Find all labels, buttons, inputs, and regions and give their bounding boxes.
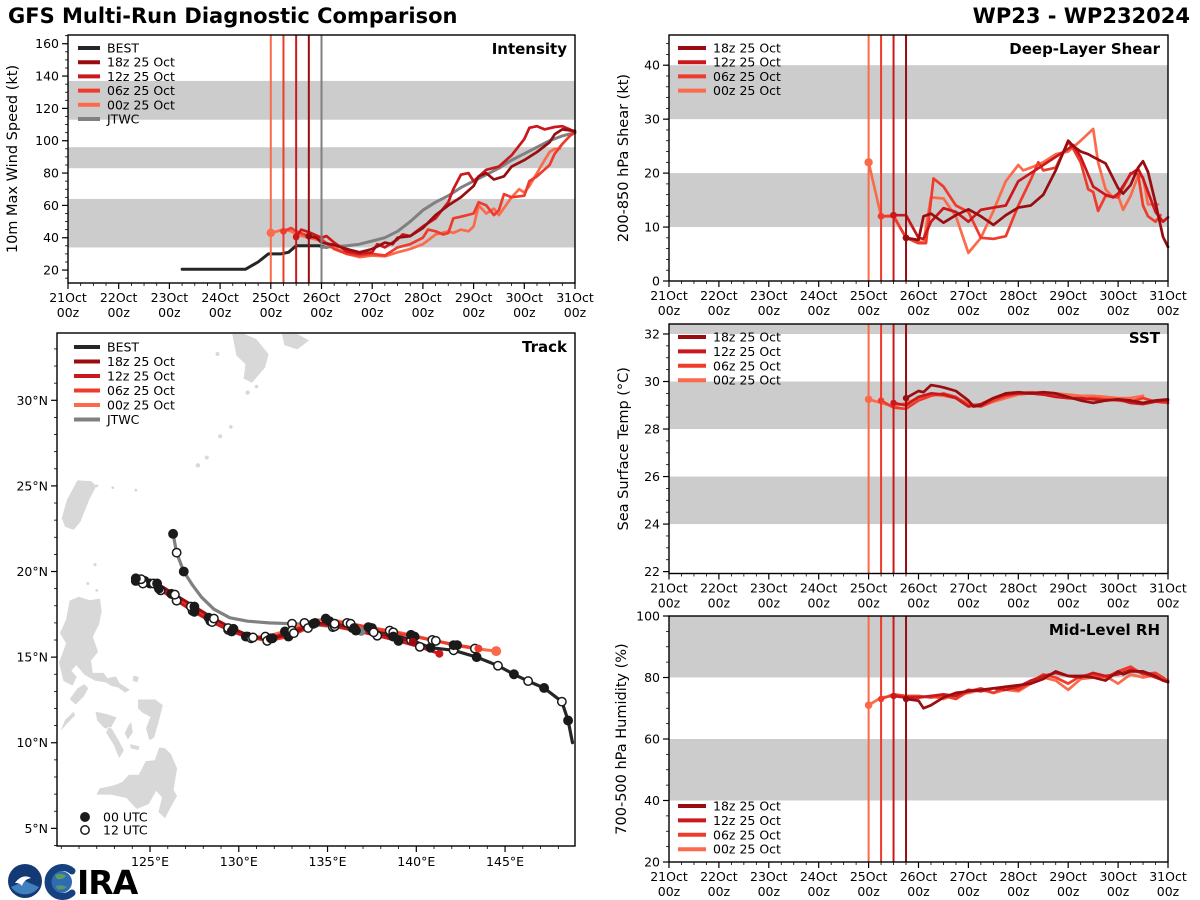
x-tick-label: 31Oct 00z [1149,869,1187,899]
y-tick-label: 22 [644,564,660,580]
x-tick-label: 21Oct 00z [49,290,87,320]
island [215,352,219,356]
x-tick-label: 22Oct 00z [700,580,738,611]
x-tick-label: 25Oct 00z [849,288,888,318]
legend-label: 18z 25 Oct [107,354,175,369]
lat-tick-label: 25°N [16,478,48,494]
y-tick-label: 120 [35,100,59,116]
panel-track [16,333,575,869]
x-tick-label: 25Oct 00z [849,580,888,611]
y-tick-label: 100 [35,133,59,149]
island [111,486,114,489]
x-tick-label: 23Oct 00z [150,290,189,320]
y-tick-label: 26 [644,469,660,485]
x-tick-label: 27Oct 00z [949,288,988,318]
y-tick-label: 60 [43,197,59,213]
position-dot-12utc [432,637,440,645]
y-tick-label: 20 [644,854,660,870]
landmass [138,699,164,741]
landmass [281,334,309,350]
island [255,385,259,389]
logos [8,863,139,900]
legend-label: 18z 25 Oct [107,54,175,70]
track-12z 25 Oct [136,581,440,654]
position-dot-00utc [540,684,548,692]
landmass [96,747,178,819]
legend-label: 12z 25 Oct [713,343,781,359]
y-tick-label: 40 [43,230,59,246]
legend-label: 06z 25 Oct [107,83,175,99]
legend-label: 18z 25 Oct [713,40,781,56]
y-tick-label: 24 [644,516,660,532]
track-start-dot [435,650,443,658]
x-tick-label: 28Oct 00z [404,290,442,320]
position-dot-12utc [330,620,338,628]
island [134,489,137,492]
island [245,390,249,394]
position-dot-12utc [524,677,532,685]
legend-label: JTWC [107,111,140,127]
y-tick-label: 20 [644,165,660,181]
x-tick-label: 31Oct 00z [556,290,594,320]
position-dot-00utc [180,567,188,575]
x-tick-label: 22Oct 00z [99,290,138,320]
legend-label: 12z 25 Oct [713,54,781,70]
legend-label: BEST [107,339,140,355]
x-tick-label: 28Oct 00z [999,288,1038,318]
x-tick-label: 26Oct 00z [899,869,938,899]
y-tick-label: 160 [35,36,59,52]
category-band [669,173,1168,227]
cira-logo-text: IRA [77,863,138,900]
landmass [124,721,133,740]
position-dot-00utc [389,632,397,640]
position-dot-00utc [311,619,319,627]
position-dot-00utc [564,716,572,724]
position-dot-00utc [81,813,89,821]
position-dot-00utc [350,624,358,632]
x-tick-label: 24Oct 00z [799,580,838,611]
panel-sst [616,324,1187,611]
y-tick-label: 40 [644,793,660,808]
island [95,485,98,488]
figure-title-left: GFS Multi-Run Diagnostic Comparison [8,4,458,28]
island [86,582,89,585]
landmass [60,711,76,732]
legend [74,340,175,428]
legend [678,330,781,388]
position-dot-12utc [494,661,502,669]
position-dot-00utc [229,625,237,633]
legend-label: 06z 25 Oct [713,827,781,843]
panel-title: Track [522,338,567,356]
position-dot-12utc [290,629,298,637]
landmass [232,334,269,384]
position-dot-12utc [369,628,377,636]
x-tick-label: 27Oct 00z [353,290,391,320]
x-tick-label: 23Oct 00z [750,288,788,318]
y-axis-label: 10m Max Wind Speed (kt) [5,64,21,254]
x-tick-label: 29Oct 00z [1049,869,1087,899]
lat-tick-label: 5°N [24,820,48,836]
x-tick-label: 24Oct 00z [201,290,239,320]
x-tick-label: 30Oct 00z [1099,288,1137,318]
position-dot-12utc [558,697,566,705]
landmass [61,480,97,531]
legend-label: 12z 25 Oct [107,368,175,384]
position-dot-12utc [210,614,218,622]
position-dot-12utc [416,643,424,651]
x-tick-label: 23Oct 00z [750,869,788,899]
utc-legend-label: 00 UTC [103,809,148,825]
legend-label: 18z 25 Oct [713,798,781,814]
x-tick-label: 22Oct 00z [700,288,738,318]
lon-tick-label: 140°E [397,854,436,869]
legend-label: 00z 25 Oct [713,83,781,99]
legend-label: 12z 25 Oct [107,68,175,84]
x-tick-label: 21Oct 00z [650,580,688,611]
x-tick-label: 25Oct 00z [252,290,290,320]
position-dot-00utc [132,574,140,582]
island [93,563,96,566]
x-tick-label: 29Oct 00z [1049,580,1087,611]
y-tick-label: 32 [644,326,660,342]
island [205,456,209,460]
lat-tick-label: 10°N [16,735,48,751]
legend-label: 00z 25 Oct [107,97,175,113]
legend-label: 00z 25 Oct [713,372,781,388]
position-dot-12utc [172,548,180,556]
position-dot-00utc [453,641,461,649]
legend-label: BEST [107,40,140,56]
y-tick-label: 140 [35,68,59,84]
x-tick-label: 24Oct 00z [799,869,838,899]
x-tick-label: 29Oct 00z [1049,288,1087,318]
x-tick-label: 30Oct 00z [1099,869,1137,899]
lat-tick-label: 20°N [16,564,48,580]
panel-intensity [5,35,594,320]
landmass [106,727,125,759]
legend-label: 18z 25 Oct [713,329,781,345]
utc-legend-label: 12 UTC [103,822,148,838]
y-axis-label: Sea Surface Temp (°C) [616,367,632,531]
landmass [59,596,131,693]
legend-label: 06z 25 Oct [107,383,175,398]
position-dot-12utc [171,590,179,598]
position-dot-00utc [510,670,518,678]
x-tick-label: 25Oct 00z [849,869,888,899]
x-tick-label: 31Oct 00z [1149,288,1187,318]
position-dot-00utc [169,530,177,538]
island [218,434,222,438]
track-start-dot [474,645,482,653]
y-tick-label: 28 [644,421,660,437]
legend [678,799,781,857]
landmass [69,684,89,705]
panel-title: Intensity [491,40,567,58]
utc-marker-legend [81,810,148,838]
position-dot-00utc [268,634,276,642]
y-tick-label: 40 [644,57,660,73]
lon-tick-label: 145°E [486,854,525,869]
position-dot-00utc [153,579,161,587]
lon-tick-label: 130°E [219,854,258,869]
island [196,463,200,467]
lon-tick-label: 125°E [131,854,170,869]
landmass [132,675,139,683]
x-tick-label: 31Oct 00z [1149,580,1187,611]
noaa-logo [8,864,42,898]
x-tick-label: 23Oct 00z [750,580,788,611]
y-tick-label: 100 [636,608,660,624]
landmass [95,711,117,730]
y-tick-label: 0 [652,273,660,289]
y-tick-label: 60 [644,731,660,747]
x-tick-label: 24Oct 00z [799,288,838,318]
legend-label: 06z 25 Oct [713,358,781,374]
x-tick-label: 26Oct 00z [899,580,938,611]
lon-tick-label: 135°E [308,854,347,869]
x-tick-label: 27Oct 00z [949,869,988,899]
position-dot-00utc [190,602,198,610]
x-tick-label: 29Oct 00z [454,290,493,320]
y-tick-label: 20 [43,262,59,278]
legend-label: JTWC [107,412,140,427]
series-BEST [182,246,327,269]
x-tick-label: 30Oct 00z [505,290,544,320]
category-band [669,739,1168,801]
cira-logo [48,863,139,900]
x-tick-label: 22Oct 00z [700,869,738,899]
panel-title: SST [1128,329,1160,347]
lat-tick-label: 15°N [16,649,48,665]
figure-title-right: WP23 - WP232024 [972,4,1190,28]
position-dot-12utc [81,826,89,834]
legend-label: 12z 25 Oct [713,812,781,828]
legend-label: 00z 25 Oct [107,397,175,413]
panel-rh [614,609,1187,900]
legend-label: 06z 25 Oct [713,68,781,84]
landmass [130,744,141,751]
x-tick-label: 30Oct 00z [1099,580,1137,611]
x-tick-label: 27Oct 00z [949,580,988,611]
track-start-dot [409,638,417,646]
position-dot-12utc [249,633,257,641]
panel-title: Deep-Layer Shear [1009,40,1160,58]
category-band [669,382,1168,430]
y-axis-label: 200-850 hPa Shear (kt) [616,73,632,243]
track-start-dot [491,646,501,656]
panel-shear [616,35,1187,318]
category-band [669,477,1168,525]
y-tick-label: 10 [644,219,660,235]
island [229,425,233,429]
legend-label: 00z 25 Oct [713,841,781,857]
x-tick-label: 26Oct 00z [899,288,938,318]
x-tick-label: 28Oct 00z [999,580,1038,611]
island [95,589,98,592]
x-tick-label: 21Oct 00z [650,288,688,318]
y-tick-label: 30 [644,374,660,390]
y-tick-label: 80 [644,670,660,685]
position-dot-00utc [472,653,480,661]
x-tick-label: 28Oct 00z [999,869,1038,899]
x-tick-label: 21Oct 00z [650,869,688,899]
lat-tick-label: 30°N [16,392,48,408]
y-axis-label: 700-500 hPa Humidity (%) [614,643,630,835]
y-tick-label: 80 [43,165,59,181]
panel-title: Mid-Level RH [1048,621,1160,639]
x-tick-label: 26Oct 00z [302,290,341,320]
y-tick-label: 30 [644,111,660,127]
